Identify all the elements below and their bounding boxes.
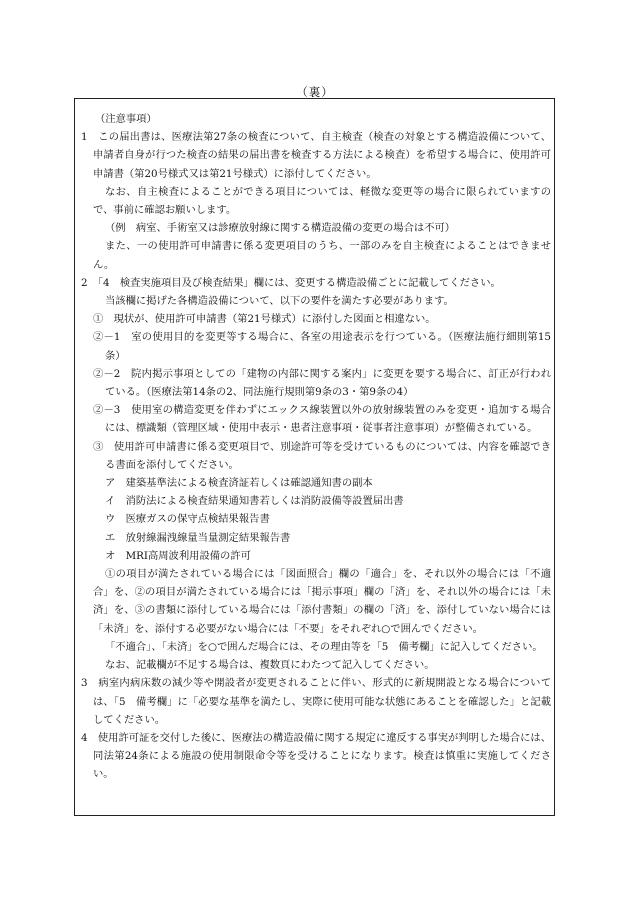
document-item-e: エ 放射線漏洩線量当量測定結果報告書	[105, 531, 291, 544]
page-side-label: （裏）	[296, 85, 334, 99]
remarks-instructions: 「不適合」、「未済」を○で囲んだ場合には、その理由等を「5 備考欄」に記入してください。	[105, 640, 543, 653]
note-1-supplement-2: また、一の使用許可申請書に係る変更項目のうち、一部のみを自主検査によることはできません。	[93, 240, 551, 271]
requirement-3: ③ 使用許可申請書に係る変更項目で、別途許可等を受けているものについては、内容を確認できる書面を添付してください。	[93, 440, 551, 471]
note-1-supplement: なお、自主検査によることができる項目については、軽微な変更等の場合に限られていますので、事前に確認お願いします。	[93, 185, 551, 217]
notes-box	[74, 98, 555, 816]
note-3: 3 病室内病床数の減少等や開設者が変更されることに伴い、形式的に新規開設となる場合については、「5 備考欄」に「必要な基準を満たし、実際に使用可能な状態にあることを確認した」と記載してください。	[81, 677, 551, 726]
document-item-i: イ 消防法による検査結果通知書若しくは消防設備等設置届出書	[105, 495, 404, 508]
multi-page-note: なお、記載欄が不足する場合は、複数頁にわたつて記入してください。	[105, 659, 435, 672]
notes-content	[81, 110, 551, 784]
requirement-2-3: ②－3 使用室の構造変更を伴わずにエックス線装置以外の放射線装置のみを変更・追加する場合には、標識類（管理区域・使用中表示・患者注意事項・従事者注意事項）が整備されている。	[93, 404, 551, 435]
notes-title: （注意事項）	[95, 113, 157, 125]
requirement-2-1: ②－1 室の使用目的を変更等する場合に、各室の用途表示を行つている。（医療法施行細則第15条）	[93, 331, 551, 362]
requirement-1: ① 現状が、使用許可申請書（第21号様式）に添付した図面と相違ない。	[93, 313, 436, 326]
note-1: 1 この届出書は、医療法第27条の検査について、自主検査（検査の対象とする構造設備について、申請者自身が行つた検査の結果の届出書を検査する方法による検査）を希望する場合に、使用許可申請書（第20号様式又は第21号様式）に添付してください。	[81, 131, 551, 180]
note-2: 2 「4 検査実施項目及び検査結果」欄には、変更する構造設備ごとに記載してください。	[81, 276, 501, 289]
note-4: 4 使用許可証を交付した後に、医療法の構造設備に関する規定に違反する事実が判明した場合には、同法第24条による施設の使用制限命令等を受けることになります。検査は慎重に実施してください。	[81, 731, 551, 781]
document-item-a: ア 建築基準法による検査済証若しくは確認通知書の副本	[105, 477, 373, 490]
marking-instructions: ①の項目が満たされている場合には「図面照合」欄の「適合」を、それ以外の場合には「不適合」を、②の項目が満たされている場合には「掲示事項」欄の「済」を、それ以外の場合には「未済」を、③の書類に添付している場合には「添付書類」の欄の「済」を、添付していない場合には「未済」を、添付する必要がない場合には「不要」をそれぞれ○で囲んでください。	[93, 568, 551, 635]
note-2-intro: 当該欄に掲げた各構造設備について、以下の要件を満たす必要があります。	[105, 295, 454, 308]
document-item-o: オ MRI高周波利用設備の許可	[105, 549, 251, 562]
requirement-2-2: ②－2 院内掲示事項としての「建物の内部に関する案内」に変更を要する場合に、訂正が行われている。（医療法第14条の2、同法施行規則第9条の3・第9条の4）	[93, 367, 551, 399]
document-item-u: ウ 医療ガスの保守点検結果報告書	[105, 513, 270, 526]
note-1-example: （例 病室、手術室又は診療放射線に関する構造設備の変更の場合は不可）	[105, 222, 456, 235]
